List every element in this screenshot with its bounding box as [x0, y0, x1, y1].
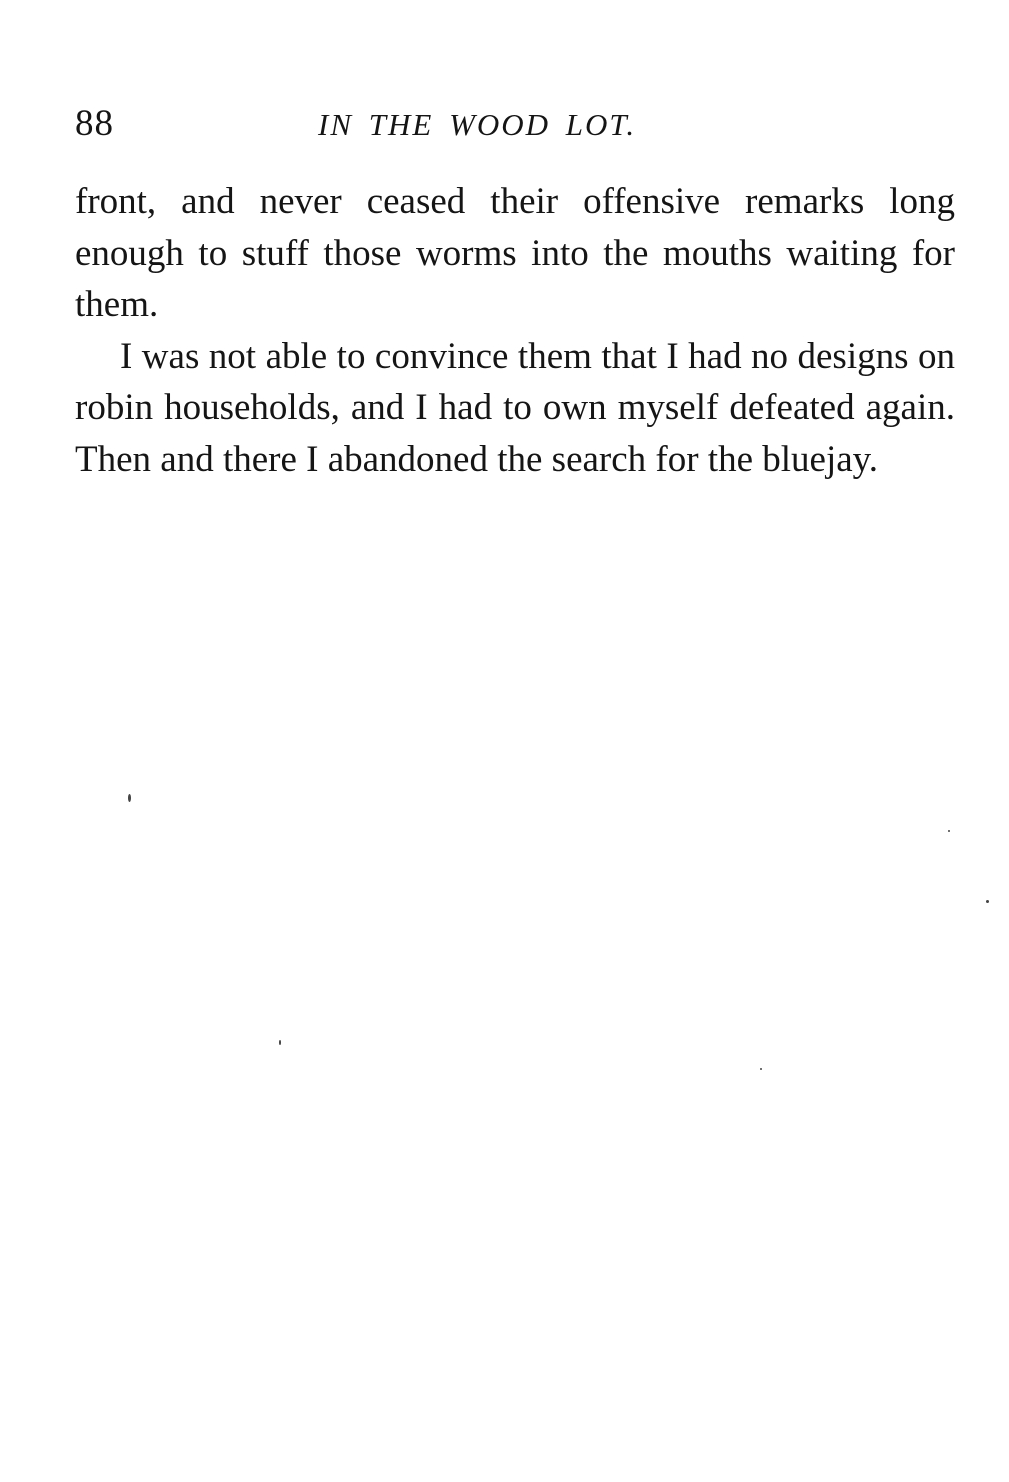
running-title: IN THE WOOD LOT. [318, 107, 637, 142]
print-speck [279, 1040, 281, 1045]
print-speck [760, 1068, 762, 1070]
paragraph-2: I was not able to convince them that I had no designs on robin households, and I had to own myself defeated again. Then and there I abandoned the search for the bluejay. [75, 335, 955, 480]
paragraph-1: front, and never ceased their offensive remarks long enough to stuff those worms into the mouths waiting for them. [75, 181, 955, 325]
print-speck [948, 830, 950, 832]
running-head [75, 100, 955, 150]
page-number: 88 [75, 103, 114, 144]
print-speck [986, 900, 989, 903]
body-text [75, 176, 955, 485]
print-speck [128, 794, 131, 802]
